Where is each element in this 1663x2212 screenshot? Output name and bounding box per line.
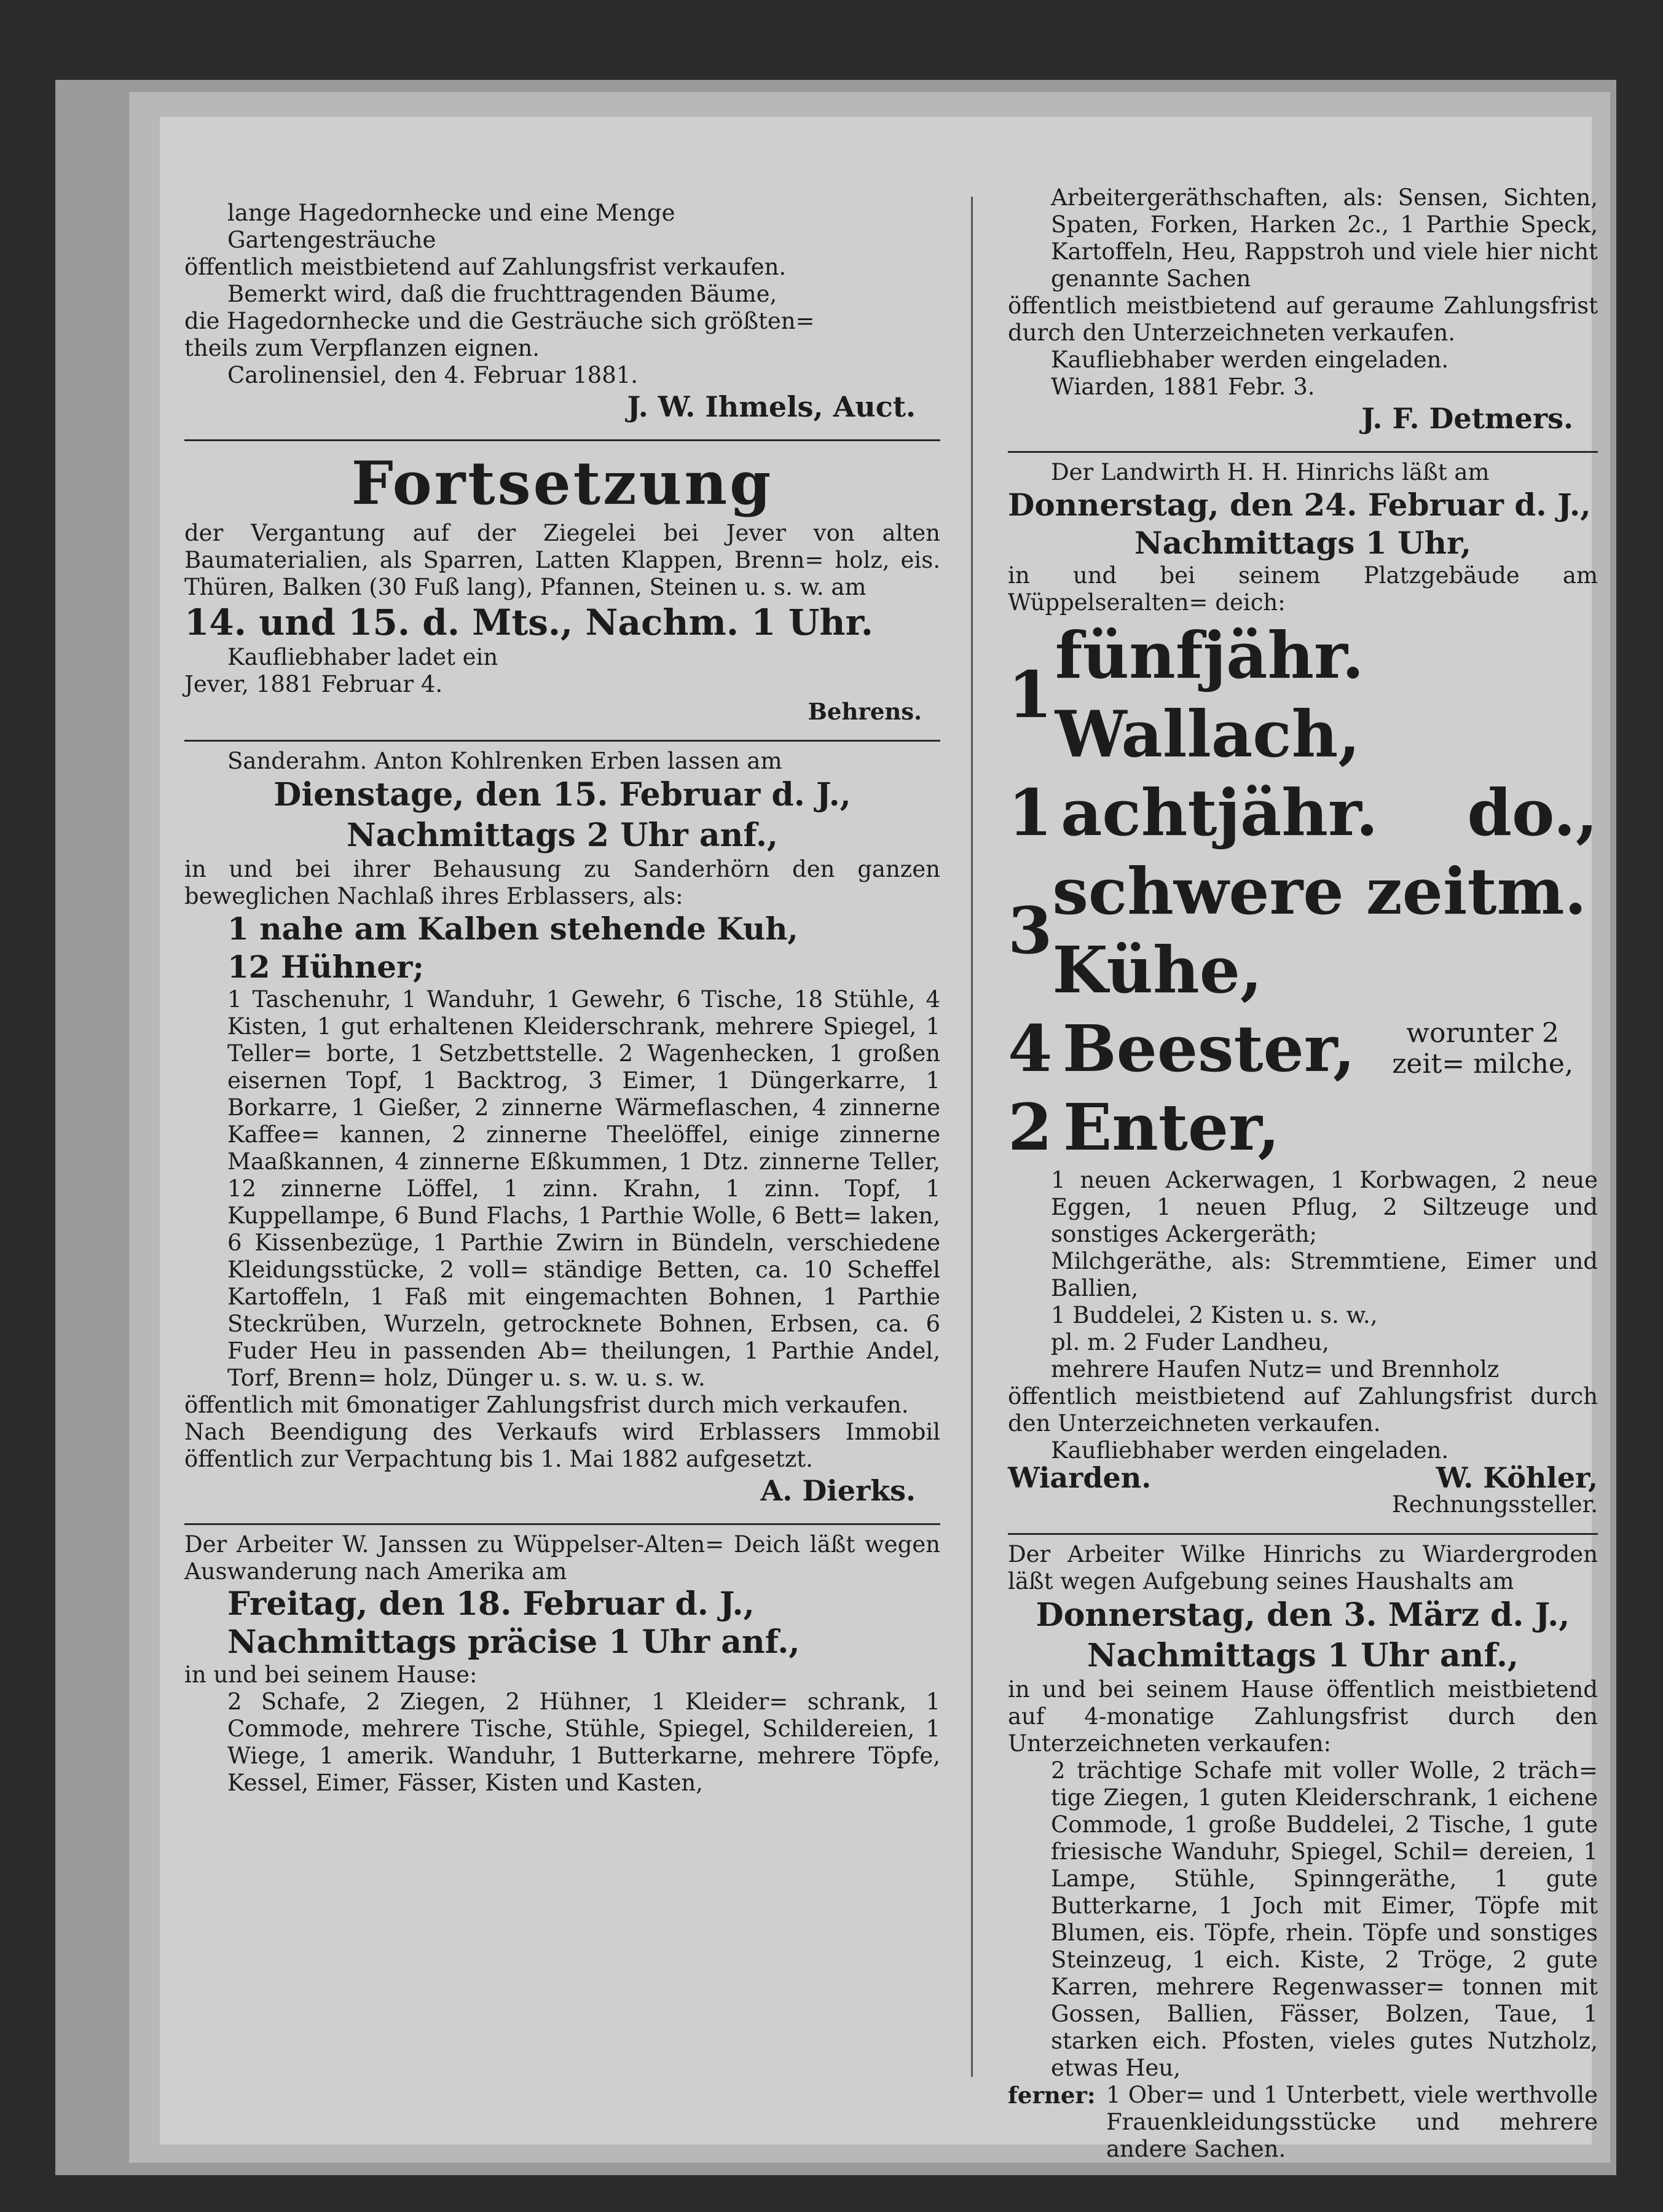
ad-separator (184, 439, 940, 441)
column-divider (971, 197, 973, 2077)
left-column (184, 200, 940, 1805)
ad-lead: in und bei seinem Hause: (184, 1661, 478, 1688)
lot-row (1008, 774, 1598, 852)
ad-title: Fortsetzung (351, 449, 774, 518)
ad-time: Nachmittags 1 Uhr anf., (1087, 1637, 1519, 1674)
ad-time: Nachmittags präcise 1 Uhr anf., (227, 1623, 800, 1661)
lot-text: achtjähr. do., (1061, 775, 1598, 850)
lot-text: fünfjähr. Wallach, (1055, 618, 1364, 772)
ad-item: pl. m. 2 Fuder Landheu, (1051, 1329, 1329, 1355)
ad-lead: in und bei ihrer Behausung zu Sanderhörn den ganzen beweglichen Nachlaß ihres Erblassers, als: (184, 856, 940, 909)
ad-invite: Kaufliebhaber werden eingeladen. (1051, 1437, 1449, 1464)
ad-intro: Der Landwirth H. H. Hinrichs läßt am (1051, 459, 1490, 485)
ad-footer (1008, 1461, 1598, 1494)
ad-line: Carolinensiel, den 4. Februar 1881. (227, 362, 639, 388)
ad-signature: A. Dierks. (760, 1474, 916, 1507)
lot-number: 2 (1008, 1089, 1053, 1165)
lot-number: 3 (1008, 893, 1053, 968)
ad-closing: öffentlich mit 6monatiger Zahlungsfrist durch mich verkaufen. (184, 1392, 909, 1418)
ad-time: Nachmittags 1 Uhr, (1134, 525, 1472, 561)
ad-closing: öffentlich meistbietend auf Zahlungsfrist durch den Unterzeichneten verkaufen. (1008, 1383, 1598, 1437)
ad-date: 14. und 15. d. Mts., Nachm. 1 Uhr. (184, 602, 874, 643)
ad-date: Donnerstag, den 3. März d. J., (1036, 1596, 1570, 1634)
ad-hinrichs-landwirth (1008, 459, 1598, 1527)
ad-signature: W. Köhler, (1436, 1461, 1598, 1494)
ad-separator (184, 1523, 940, 1525)
ad-separator (1008, 1533, 1598, 1535)
ad-ihmels (184, 200, 940, 433)
ad-items: 2 Schafe, 2 Ziegen, 2 Hühner, 1 Kleider= schrank, 1 Commode, mehrere Tische, Stühle, Spiegel, Schildereien, 1 Wiege, 1 amerik. Wanduhr, 1 Butterkarne, mehrere Töpfe, Kessel, Eimer, Fässer, Kisten und Kasten, (227, 1688, 940, 1796)
ad-place: Wiarden. (1008, 1461, 1152, 1494)
lot-number: 1 (1008, 657, 1053, 732)
ad-item: mehrere Haufen Nutz= und Brennholz (1051, 1356, 1500, 1382)
ad-time: Nachmittags 2 Uhr anf., (346, 817, 779, 854)
lot-row (1008, 1088, 1598, 1167)
ad-items: 1 Taschenuhr, 1 Wanduhr, 1 Gewehr, 6 Tische, 18 Stühle, 4 Kisten, 1 gut erhaltenen Kleiderschrank, mehrere Spiegel, 1 Teller= borte, 1 Setzbettstelle. 2 Wagenhecken, 1 großen eisernen Topf, 1 Backtrog, 3 Eimer, 1 Düngerkarre, 1 Borkarre, 1 Gießer, 2 zinnerne Wärmeflaschen, 4 zinnerne Kaffee= kannen, 2 zinnerne Theelöffel, einige zinnerne Maaßkannen, 4 zinnerne Eßkummen, 1 Dtz. zinnerne Teller, 12 zinnerne Löffel, 1 zinn. Krahn, 1 zinn. Topf, 1 Kuppellampe, 6 Bund Flachs, 1 Parthie Wolle, 6 Bett= laken, 6 Kissenbezüge, 1 Parthie Zwirn in Bündeln, verschiedene Kleidungsstücke, 2 voll= ständige Betten, ca. 10 Scheffel Kartoffeln, 1 Faß mit eingemachten Bohnen, 1 Parthie Steckrüben, Wurzeln, getrocknete Bohnen, Erbsen, ca. 6 Fuder Heu in passenden Ab= theilungen, 1 Parthie Andel, Torf, Brenn= holz, Dünger u. s. w. u. s. w. (227, 986, 940, 1391)
ad-closing: öffentlich meistbietend auf geraume Zahlungsfrist durch den Unterzeichneten verkaufen. (1008, 292, 1598, 346)
lot-note: worunter 2 zeit= milche, (1392, 1018, 1573, 1080)
ad-intro: Der Arbeiter Wilke Hinrichs zu Wiardergroden läßt wegen Aufgebung seines Haushalts am (1008, 1541, 1598, 1594)
ad-line: theils zum Verpflanzen eignen. (184, 335, 540, 361)
ad-place: Jever, 1881 Februar 4. (184, 671, 443, 697)
ad-line: lange Hagedornhecke und eine Menge (227, 200, 675, 226)
ad-note: Nach Beendigung des Verkaufs wird Erblassers Immobil öffentlich zur Verpachtung bis 1. Mai 1882 aufgesetzt. (184, 1419, 940, 1472)
ad-item: 1 Buddelei, 2 Kisten u. s. w., (1051, 1302, 1378, 1328)
ad-lead: in und bei seinem Hause öffentlich meistbietend auf 4-monatige Zahlungsfrist durch den Unterzeichneten verkaufen: (1008, 1676, 1598, 1757)
ad-place: Wiarden, 1881 Febr. 3. (1051, 374, 1315, 400)
ad-item: 1 neuen Ackerwagen, 1 Korbwagen, 2 neue Eggen, 1 neuen Pflug, 2 Siltzeuge und sonstiges Ackergeräth; (1051, 1167, 1598, 1247)
ad-signature: J. F. Detmers. (1361, 402, 1573, 435)
ad-signature: Behrens. (808, 698, 922, 725)
lot-number: 4 (1008, 1011, 1053, 1086)
ad-intro: Sanderahm. Anton Kohlrenken Erben lassen am (227, 748, 782, 774)
lot-text: Enter, (1063, 1089, 1280, 1165)
lot-row (1008, 1010, 1598, 1088)
ad-intro: Der Arbeiter W. Janssen zu Wüppelser-Alten= Deich läßt wegen Auswanderung nach Amerika am (184, 1531, 940, 1585)
ad-signature-title: Rechnungssteller. (1391, 1491, 1598, 1518)
ad-ferner-label: ferner: (1008, 2082, 1096, 2109)
ad-separator (1008, 451, 1598, 453)
lot-row (1008, 852, 1598, 1010)
ad-body: der Vergantung auf der Ziegelei bei Jever von alten Baumaterialien, als Sparren, Latten Klappen, Brenn= holz, eis. Thüren, Balken (30 Fuß lang), Pfannen, Steinen u. s. w. am (184, 520, 940, 600)
ad-separator (184, 740, 940, 742)
ad-date: Donnerstag, den 24. Februar d. J., (1008, 487, 1591, 523)
ad-items: 2 trächtige Schafe mit voller Wolle, 2 träch= tige Ziegen, 1 guten Kleiderschrank, 1 eichene Commode, 1 große Buddelei, 2 Tische, 1 gute friesische Wanduhr, Spiegel, Schil= dereien, 1 Lampe, Stühle, Spinngeräthe, 1 gute Butterkarne, 1 Joch mit Eimer, Töpfe mit Blumen, eis. Töpfe, rhein. Töpfe und sonstiges Steinzeug, 1 eich. Kiste, 2 Tröge, 2 gute Karren, mehrere Regenwasser= tonnen mit Gossen, Ballien, Fässer, Bolzen, Taue, 1 starken eich. Pfosten, vieles gutes Nutzholz, etwas Heu, (1051, 1757, 1598, 2081)
ad-line: Bemerkt wird, daß die fruchttragenden Bäume, (227, 281, 777, 307)
ad-line: öffentlich meistbietend auf Zahlungsfrist verkaufen. (184, 254, 787, 280)
ad-detmers (1008, 184, 1598, 445)
right-column (1008, 184, 1598, 2171)
ad-line: die Hagedornhecke und die Gesträuche sich größten= (184, 308, 815, 334)
lot-text: Beester, (1062, 1011, 1356, 1086)
ad-item: Milchgeräthe, als: Stremmtiene, Eimer und Ballien, (1051, 1248, 1598, 1301)
ad-signature: J. W. Ihmels, Auct. (627, 390, 916, 423)
ad-ferner-text: 1 Ober= und 1 Unterbett, viele werthvolle Frauenkleidungsstücke und mehrere andere Sachen. (1106, 2082, 1598, 2162)
ad-fortsetzung (184, 447, 940, 734)
lot-text: schwere zeitm. Kühe, (1052, 853, 1587, 1008)
ad-invite: Kaufliebhaber ladet ein (227, 644, 498, 670)
ad-lead: in und bei seinem Platzgebäude am Wüppelseralten= deich: (1008, 562, 1598, 616)
lot-row (1008, 616, 1598, 774)
ad-invite: Kaufliebhaber werden eingeladen. (1051, 347, 1449, 373)
ad-date: Freitag, den 18. Februar d. J., (227, 1585, 755, 1623)
ad-line: Gartengesträuche (227, 227, 436, 253)
ad-highlight: 1 nahe am Kalben stehende Kuh, (227, 911, 798, 947)
lot-number: 1 (1008, 775, 1053, 850)
ad-hinrichs-arbeiter (1008, 1541, 1598, 2171)
ad-janssen (184, 1531, 940, 1805)
ad-kohlrenken (184, 748, 940, 1517)
ad-items: Arbeitergeräthschaften, als: Sensen, Sichten, Spaten, Forken, Harken 2c., 1 Parthie Speck, Kartoffeln, Heu, Rappstroh und viele hier nicht genannte Sachen (1051, 184, 1598, 292)
ad-highlight: 12 Hühner; (227, 949, 424, 985)
ad-date: Dienstage, den 15. Februar d. J., (273, 776, 851, 814)
ad-ferner (1008, 2082, 1598, 2163)
